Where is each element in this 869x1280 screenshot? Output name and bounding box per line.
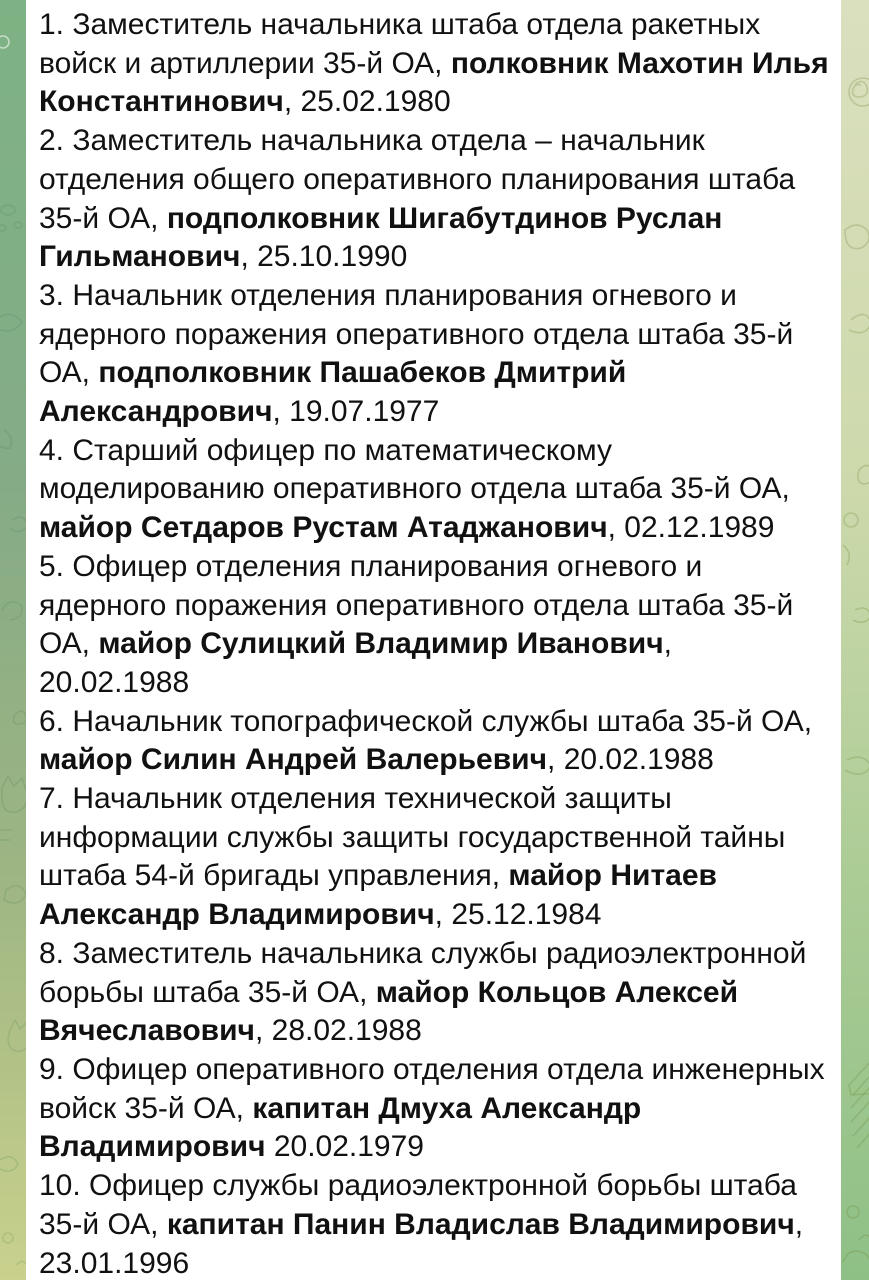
entry-text: , 25.12.1984: [434, 898, 602, 932]
personnel-entry: [39, 703, 829, 780]
personnel-entry: [39, 780, 829, 935]
wallpaper-left-strip: [0, 0, 26, 1280]
entry-rank-and-name: майор Нитаев Александр Владимирович: [39, 859, 717, 932]
personnel-entry: [39, 1051, 829, 1167]
personnel-entry: [39, 6, 829, 122]
entry-text: , 23.01.1996: [39, 1207, 804, 1280]
entry-text: , 25.02.1980: [283, 85, 451, 119]
message-text-block: [26, 0, 841, 1280]
entry-rank-and-name: майор Силин Андрей Валерьевич: [39, 743, 548, 777]
personnel-entry: [39, 548, 829, 703]
entry-text: , 02.12.1989: [607, 511, 775, 545]
wallpaper-right-strip: [841, 0, 869, 1280]
entry-rank-and-name: капитан Дмуха Александр Владимирович: [39, 1091, 642, 1164]
entry-text: , 19.07.1977: [272, 395, 440, 429]
entry-rank-and-name: майор Кольцов Алексей Вячеславович: [39, 975, 739, 1048]
entry-text: 4. Старший офицер по математическому моделированию оперативного отдела штаба 35-й ОА,: [39, 433, 790, 506]
entry-text: , 28.02.1988: [254, 1014, 422, 1048]
entry-text: 20.02.1979: [265, 1130, 424, 1164]
wallpaper-doodle-pattern-right: [841, 0, 869, 1280]
entry-text: 3. Начальник отделения планирования огневого и ядерного поражения оперативного отдела штаба 35-й ОА,: [39, 278, 794, 390]
entry-rank-and-name: полковник Махотин Илья Константинович: [39, 46, 829, 119]
entry-text: , 25.10.1990: [240, 240, 408, 274]
entry-rank-and-name: майор Сетдаров Рустам Атаджанович: [39, 511, 608, 545]
entry-text: 2. Заместитель начальника отдела – начальник отделения общего оперативного планирования штаба 35-й ОА,: [39, 124, 796, 235]
entry-text: 1. Заместитель начальника штаба отдела ракетных войск и артиллерии 35-й ОА,: [39, 8, 761, 80]
personnel-entry: [39, 1167, 829, 1280]
entry-text: 8. Заместитель начальника службы радиоэлектронной борьбы штаба 35-й ОА,: [39, 936, 807, 1009]
personnel-entry: [39, 277, 829, 432]
entry-rank-and-name: подполковник Шигабутдинов Руслан Гильманович: [39, 201, 723, 274]
entry-text: , 20.02.1988: [39, 627, 672, 699]
entry-rank-and-name: подполковник Пашабеков Дмитрий Александрович: [39, 356, 627, 429]
entry-text: 6. Начальник топографической службы штаба 35-й ОА,: [39, 704, 813, 738]
entry-text: 9. Офицер оперативного отделения отдела инженерных войск 35-й ОА,: [39, 1052, 825, 1125]
personnel-entry: [39, 122, 829, 277]
personnel-entry: [39, 432, 829, 548]
entry-text: 7. Начальник отделения технической защиты информации службы защиты государственной тайны штаба 54-й бригады управления,: [39, 782, 786, 893]
entry-rank-and-name: майор Сулицкий Владимир Иванович: [98, 627, 664, 661]
entry-text: , 20.02.1988: [547, 743, 714, 777]
personnel-entry: [39, 935, 829, 1051]
wallpaper-doodle-pattern-left: [0, 0, 26, 1280]
entry-rank-and-name: капитан Панин Владислав Владимирович: [166, 1207, 795, 1241]
entry-text: 5. Офицер отделения планирования огневого и ядерного поражения оперативного отдела штаба 35-й ОА,: [39, 549, 794, 661]
entry-text: 10. Офицер службы радиоэлектронной борьбы штаба 35-й ОА,: [39, 1169, 797, 1241]
entries-list: [39, 6, 829, 1280]
